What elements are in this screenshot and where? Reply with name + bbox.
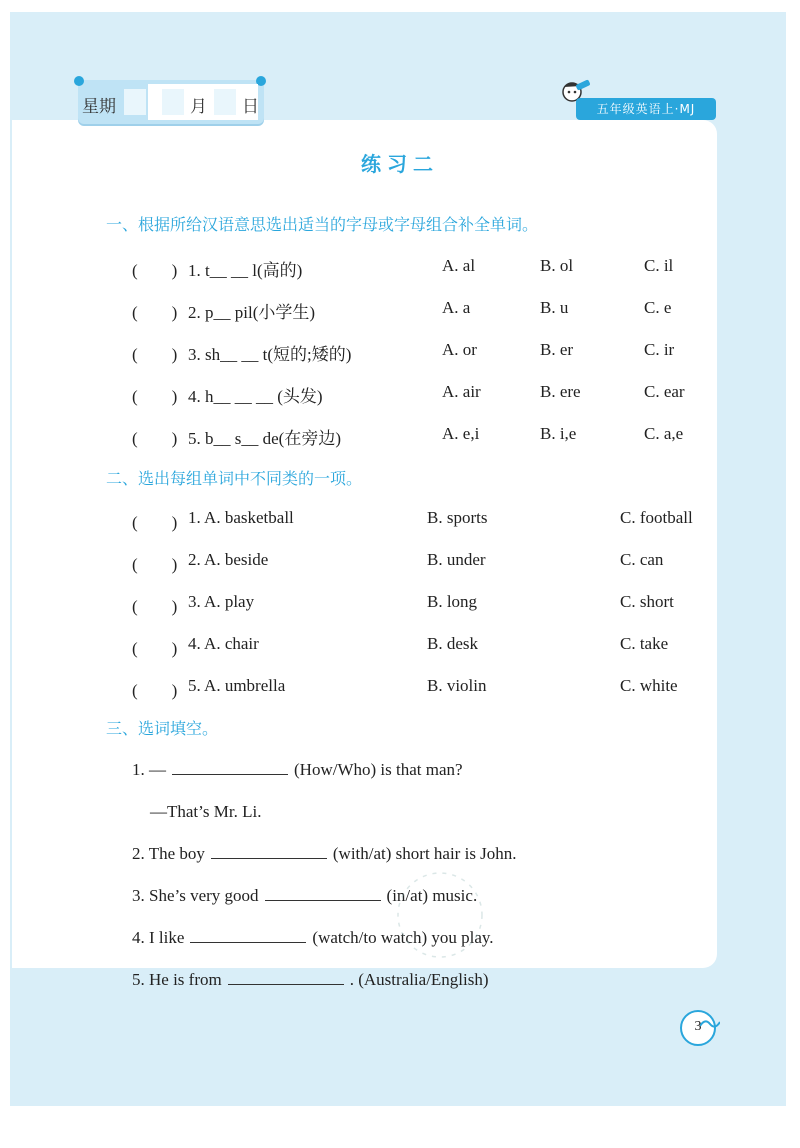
answer-bracket[interactable]: ( ) <box>132 681 178 700</box>
fill-prefix: 3. She’s very good <box>132 886 259 905</box>
question-row <box>0 256 800 284</box>
option-c: C. football <box>620 508 693 527</box>
option-a: A. a <box>442 298 471 317</box>
question-row <box>0 382 800 410</box>
fill-blank[interactable] <box>265 886 381 901</box>
option-c: C. il <box>644 256 674 275</box>
fill-row <box>0 760 800 788</box>
option-b: B. er <box>540 340 574 359</box>
answer-bracket[interactable]: ( ) <box>132 345 178 364</box>
option-b: B. sports <box>427 508 488 527</box>
option-c: C. short <box>620 592 674 611</box>
option-b: B. ere <box>540 382 581 401</box>
option-b: B. ol <box>540 256 574 275</box>
question-row <box>0 634 800 662</box>
option-c: C. a,e <box>644 424 684 443</box>
question-text: 4. A. chair <box>188 634 259 653</box>
watermark-stamp <box>380 860 500 970</box>
question-row <box>0 424 800 452</box>
answer-bracket[interactable]: ( ) <box>132 261 178 280</box>
fill-suffix: . (Australia/English) <box>349 970 489 989</box>
option-b: B. desk <box>427 634 478 653</box>
fill-prefix: —That’s Mr. Li. <box>150 802 262 821</box>
question-text: 5. b__ s__ de(在旁边) <box>188 429 341 448</box>
option-a: A. al <box>442 256 476 275</box>
fill-line <box>132 970 489 990</box>
fill-row <box>0 970 800 998</box>
option-a: A. e,i <box>442 424 480 443</box>
fill-suffix: (watch/to watch) you play. <box>312 928 494 947</box>
fill-blank[interactable] <box>211 844 327 859</box>
day-label: 日 <box>242 97 259 117</box>
day-input[interactable] <box>214 89 236 115</box>
answer-bracket[interactable]: ( ) <box>132 387 178 406</box>
question-row <box>0 592 800 620</box>
option-c: C. e <box>644 298 672 317</box>
answer-bracket[interactable]: ( ) <box>132 429 178 448</box>
page-number: 3 <box>680 1010 716 1046</box>
question-row <box>0 550 800 578</box>
question-text: 3. sh__ __ t(短的;矮的) <box>188 345 352 364</box>
option-a: A. air <box>442 382 481 401</box>
weekday-input[interactable] <box>124 89 146 115</box>
fill-blank[interactable] <box>190 928 306 943</box>
question-text: 2. A. beside <box>188 550 269 569</box>
month-input[interactable] <box>162 89 184 115</box>
answer-bracket[interactable]: ( ) <box>132 303 178 322</box>
fill-prefix: 4. I like <box>132 928 185 947</box>
date-box <box>78 80 264 124</box>
fill-blank[interactable] <box>172 760 288 775</box>
month-label: 月 <box>190 97 207 117</box>
section3-heading: 三、选词填空。 <box>106 719 219 738</box>
question-text: 3. A. play <box>188 592 255 611</box>
option-c: C. ir <box>644 340 675 359</box>
wave-icon <box>700 1018 720 1030</box>
option-c: C. can <box>620 550 664 569</box>
option-c: C. white <box>620 676 678 695</box>
fill-suffix: (with/at) short hair is John. <box>332 844 517 863</box>
answer-bracket[interactable]: ( ) <box>132 513 178 532</box>
section2-heading: 二、选出每组单词中不同类的一项。 <box>106 469 363 488</box>
question-text: 4. h__ __ __ (头发) <box>188 387 323 406</box>
answer-bracket[interactable]: ( ) <box>132 555 178 574</box>
question-text: 5. A. umbrella <box>188 676 286 695</box>
question-text: 1. t__ __ l(高的) <box>188 261 303 280</box>
option-b: B. under <box>427 550 486 569</box>
book-tag: 五年级英语上·MJ <box>576 98 716 120</box>
question-row <box>0 298 800 326</box>
option-b: B. violin <box>427 676 487 695</box>
option-b: B. u <box>540 298 569 317</box>
question-row <box>0 340 800 368</box>
section1-heading: 一、根据所给汉语意思选出适当的字母或字母组合补全单词。 <box>106 215 539 234</box>
question-row <box>0 676 800 704</box>
weekday-label: 星期 <box>82 97 116 117</box>
page-title: 练习二 <box>361 152 439 176</box>
fill-prefix: 5. He is from <box>132 970 222 989</box>
fill-line <box>150 802 261 822</box>
fill-line <box>132 760 463 780</box>
fill-suffix: (in/at) music. <box>386 886 478 905</box>
question-row <box>0 508 800 536</box>
fill-suffix: (How/Who) is that man? <box>294 760 463 779</box>
option-c: C. ear <box>644 382 685 401</box>
worksheet-paper <box>12 120 717 968</box>
answer-bracket[interactable]: ( ) <box>132 639 178 658</box>
answer-bracket[interactable]: ( ) <box>132 597 178 616</box>
question-text: 2. p__ pil(小学生) <box>188 303 316 322</box>
fill-prefix: 2. The boy <box>132 844 205 863</box>
fill-prefix: 1. — <box>132 760 166 779</box>
option-c: C. take <box>620 634 669 653</box>
pin-dot <box>74 76 84 86</box>
question-text: 1. A. basketball <box>188 508 294 527</box>
option-b: B. i,e <box>540 424 577 443</box>
option-a: A. or <box>442 340 477 359</box>
option-b: B. long <box>427 592 478 611</box>
fill-blank[interactable] <box>228 970 344 985</box>
fill-row <box>0 802 800 830</box>
